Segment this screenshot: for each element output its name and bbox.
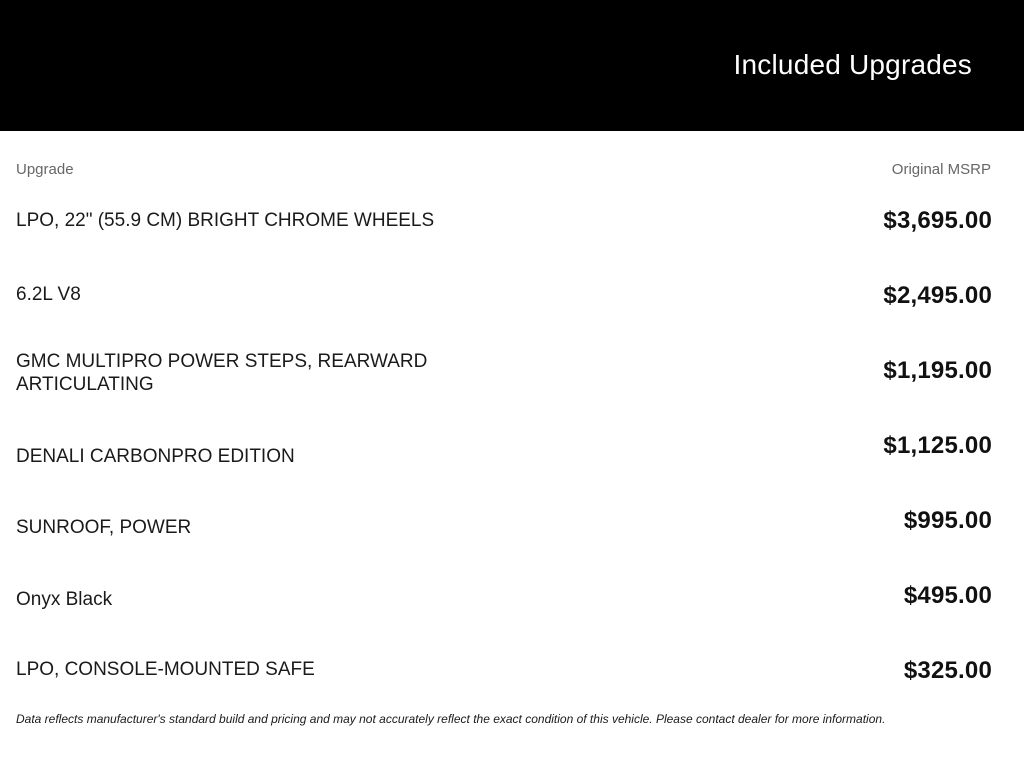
upgrade-name: LPO, CONSOLE-MOUNTED SAFE	[16, 659, 315, 680]
column-header-msrp: Original MSRP	[891, 161, 991, 178]
upgrade-name: GMC MULTIPRO POWER STEPS, REARWARD ARTICULATING	[16, 351, 428, 395]
upgrade-price: $495.00	[903, 582, 992, 609]
upgrade-price: $3,695.00	[883, 207, 992, 234]
upgrade-price: $325.00	[903, 657, 992, 684]
column-header-upgrade: Upgrade	[16, 161, 74, 178]
upgrade-name: 6.2L V8	[16, 284, 81, 305]
upgrade-name: DENALI CARBONPRO EDITION	[16, 446, 295, 467]
upgrade-price: $1,125.00	[883, 432, 992, 459]
upgrade-name: LPO, 22" (55.9 CM) BRIGHT CHROME WHEELS	[16, 210, 435, 231]
upgrade-name: SUNROOF, POWER	[16, 517, 192, 538]
disclaimer-footnote: Data reflects manufacturer's standard build and pricing and may not accurately reflect the exact condition of this vehicle. Please contact dealer for more information.	[16, 712, 886, 726]
upgrade-price: $995.00	[903, 507, 992, 534]
upgrade-name: Onyx Black	[16, 589, 113, 610]
upgrade-price: $1,195.00	[883, 357, 992, 384]
upgrade-price: $2,495.00	[883, 282, 992, 309]
page-title: Included Upgrades	[733, 49, 972, 80]
